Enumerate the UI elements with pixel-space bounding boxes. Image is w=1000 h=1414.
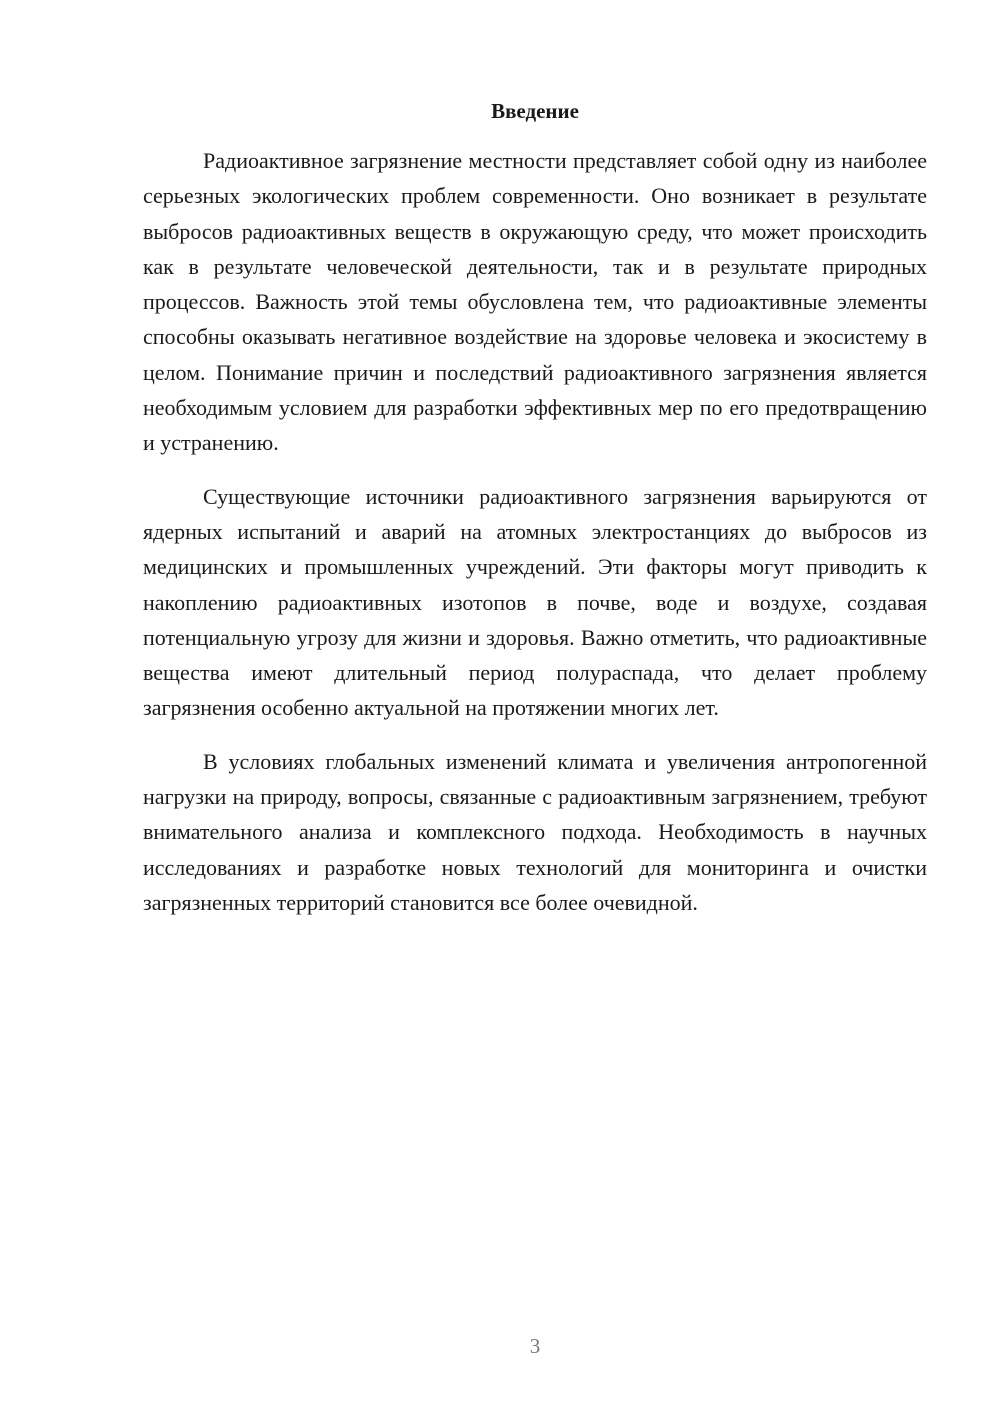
paragraph-2: Существующие источники радиоактивного загрязнения варьируются от ядерных испытаний и аварий на атомных электростанциях до выбросов из медицинских и промышленных учреждений. Эти факторы могут приводить к накоплению радиоактивных изотопов в почве, воде и воздухе, создавая потенциальную угрозу для жизни и здоровья. Важно отметить, что радиоактивные вещества имеют длительный период полураспада, что делает проблему загрязнения особенно актуальной на протяжении многих лет. [143, 483, 927, 721]
paragraph-3: В условиях глобальных изменений климата и увеличения антропогенной нагрузки на природу, вопросы, связанные с радиоактивным загрязнением, требуют внимательного анализа и комплексного подхода. Необходимость в научных исследованиях и разработке новых технологий для мониторинга и очистки загрязненных территорий становится все более очевидной. [143, 748, 927, 915]
page-title: Введение [491, 99, 579, 123]
body-text [143, 143, 927, 938]
page-number: 3 [529, 1334, 541, 1358]
paragraph-1: Радиоактивное загрязнение местности представляет собой одну из наиболее серьезных экологических проблем современности. Оно возникает в результате выбросов радиоактивных веществ в окружающую среду, что может происходить как в результате человеческой деятельности, так и в результате природных процессов. Важность этой темы обусловлена тем, что радиоактивные элементы способны оказывать негативное воздействие на здоровье человека и экосистему в целом. Понимание причин и последствий радиоактивного загрязнения является необходимым условием для разработки эффективных мер по его предотвращению и устранению. [143, 148, 927, 456]
